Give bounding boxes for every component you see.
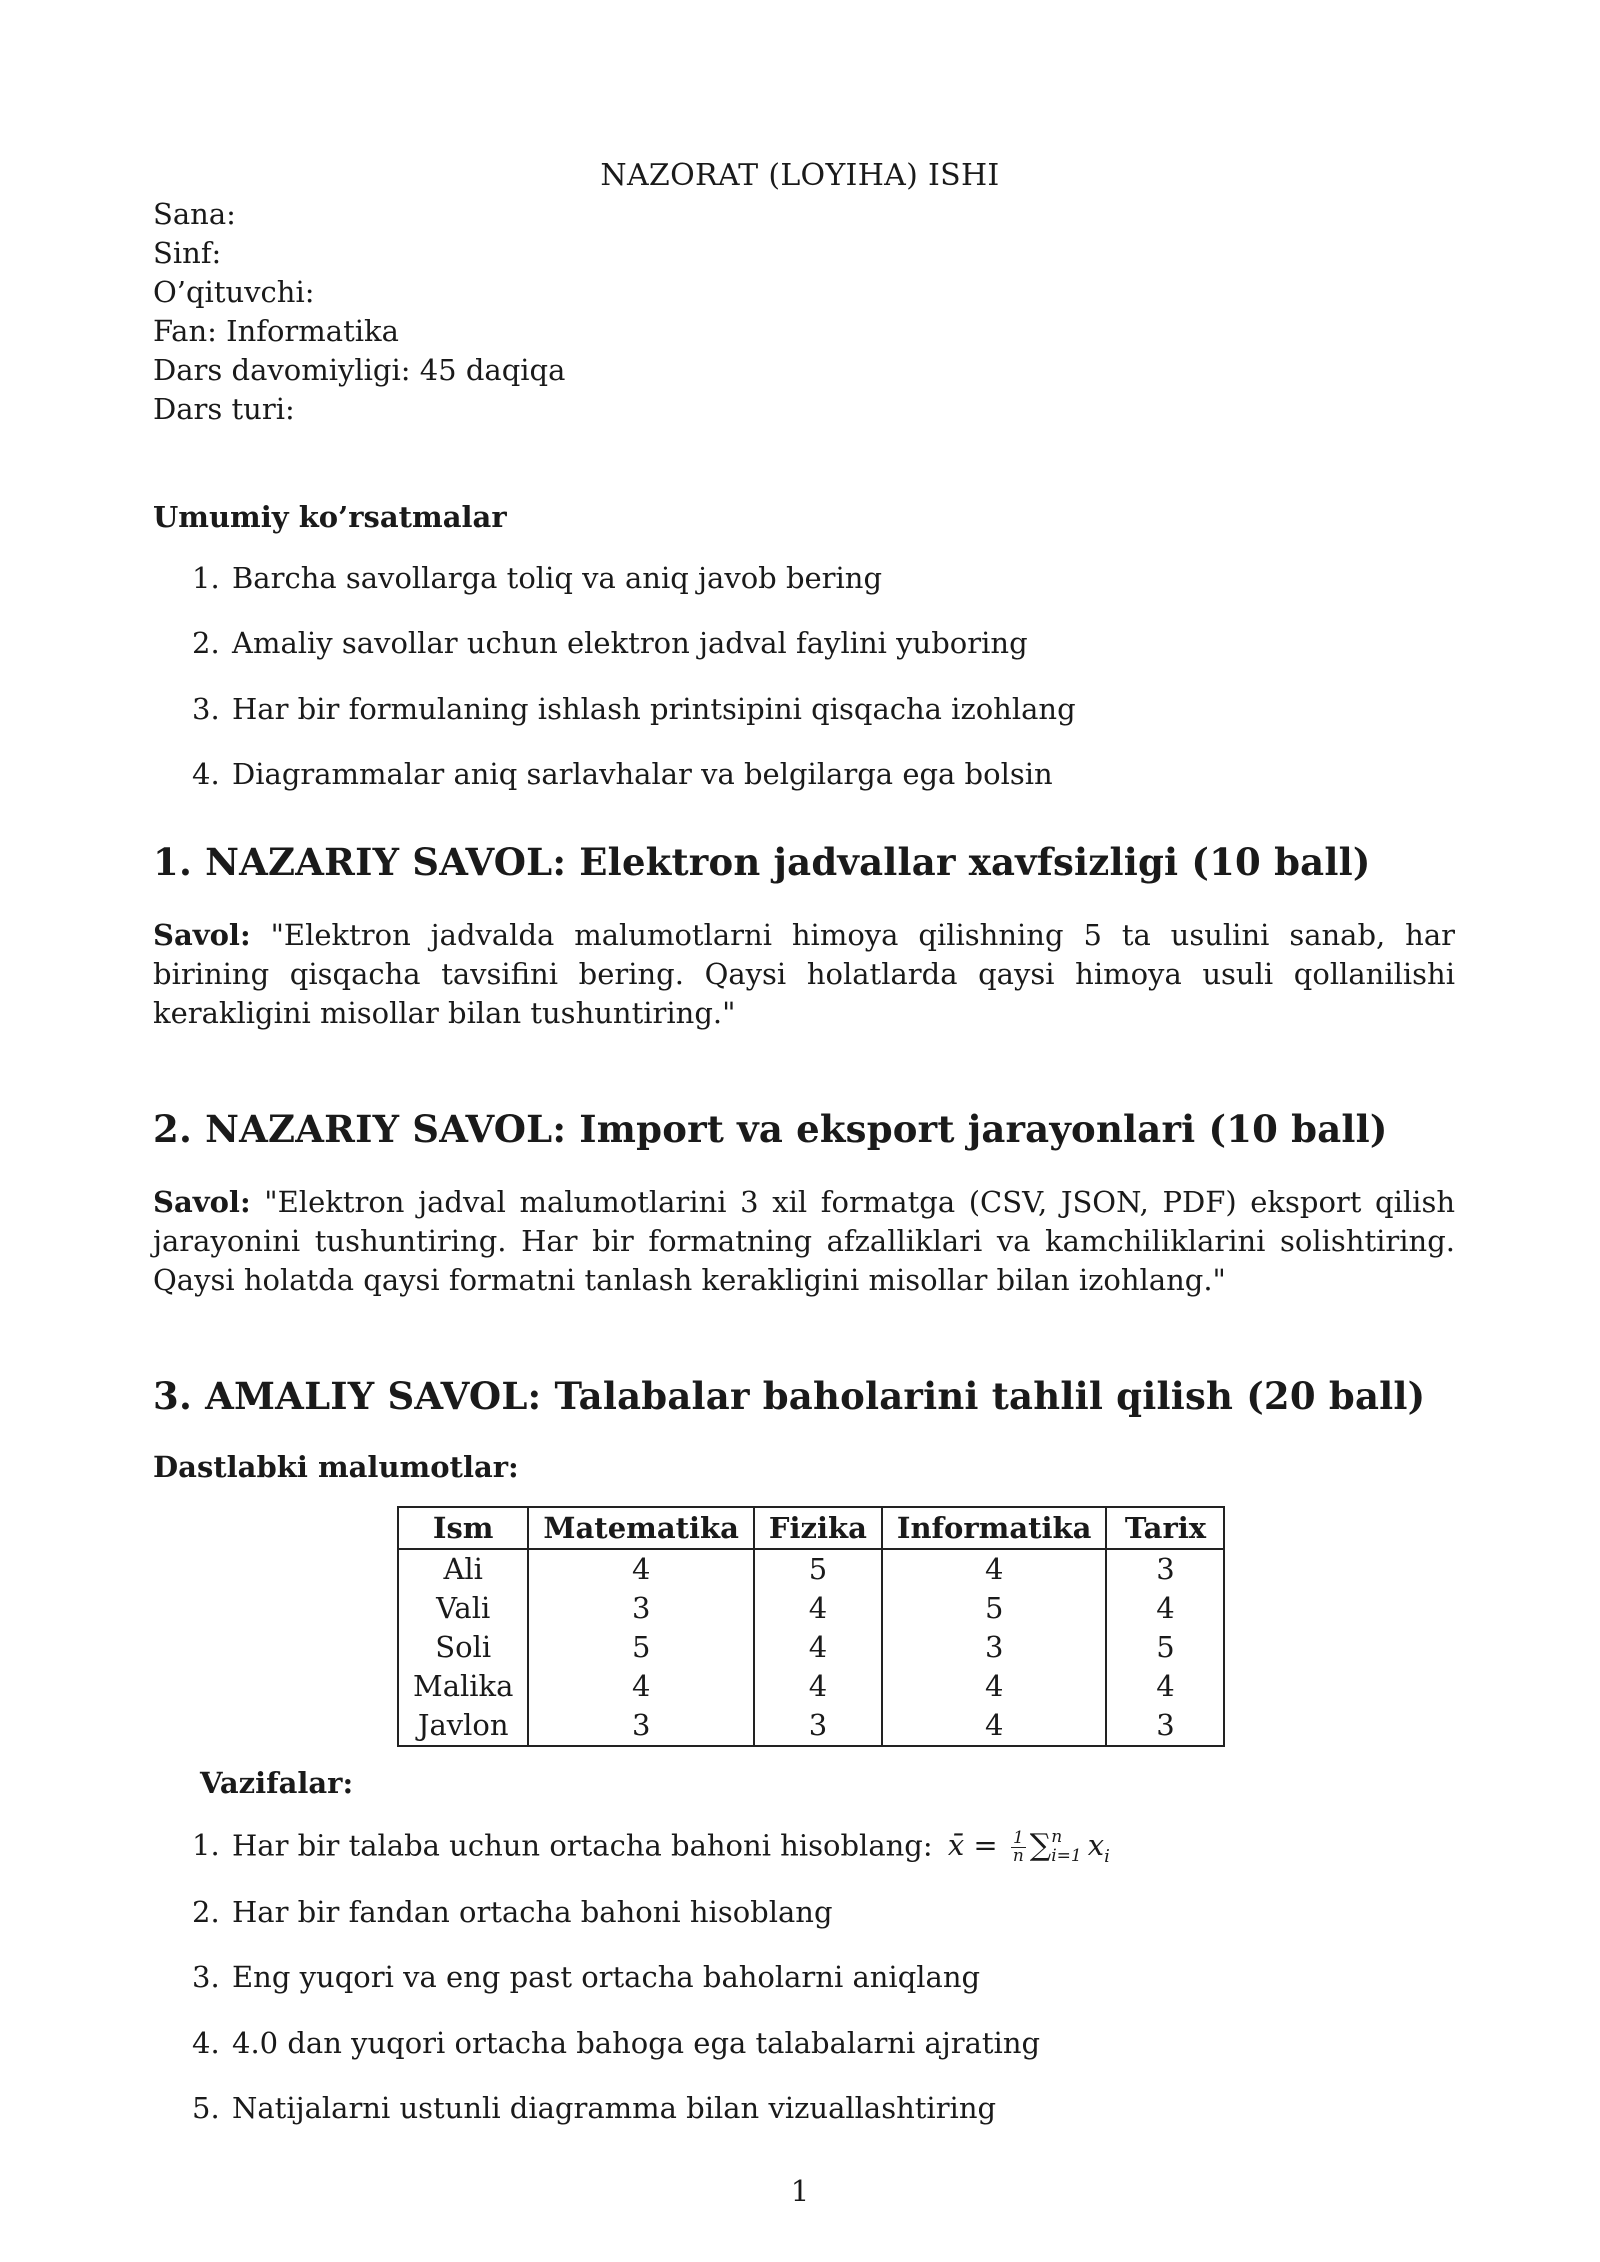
tasks-heading: Vazifalar: (200, 1766, 354, 1800)
table-cell: 4 (882, 1667, 1107, 1706)
table-cell: 3 (1106, 1549, 1224, 1589)
list-number: 5. (192, 2091, 220, 2125)
column-header: Informatika (882, 1507, 1107, 1549)
table-cell: 3 (528, 1706, 754, 1746)
table-cell: 5 (528, 1628, 754, 1667)
table-cell: 4 (754, 1628, 882, 1667)
list-text: Barcha savollarga toliq va aniq javob bering (232, 561, 883, 595)
sum-lower: i=1 (1051, 1846, 1082, 1866)
table-cell: 3 (528, 1589, 754, 1628)
fraction-denominator: n (1012, 1845, 1024, 1866)
general-heading: Umumiy ko’rsatmalar (153, 500, 507, 534)
formula-fraction (1011, 1827, 1026, 1866)
table-row (398, 1667, 1224, 1706)
table-row (398, 1706, 1224, 1746)
q1-text: "Elektron jadvalda malumotlarni himoya qilishning 5 ta usulini sanab, har birining qisqacha tavsifini bering. Qaysi holatlarda qaysi himoya usuli qollanilishi kerakligini misollar bilan tushuntiring." (153, 918, 1456, 1030)
table-cell: 4 (754, 1667, 882, 1706)
meta-sana: Sana: (153, 197, 236, 231)
general-item (192, 692, 1076, 726)
task-item (192, 1828, 1110, 1867)
task-item (192, 1895, 833, 1929)
table-cell: 4 (754, 1589, 882, 1628)
task-item (192, 2026, 1040, 2060)
table-cell: 4 (528, 1549, 754, 1589)
list-text: Eng yuqori va eng past ortacha baholarni aniqlang (232, 1960, 981, 1994)
list-number: 2. (192, 626, 220, 660)
meta-turi: Dars turi: (153, 392, 295, 426)
meta-sinf: Sinf: (153, 236, 222, 270)
table-cell: Soli (398, 1628, 528, 1667)
table-cell: Ali (398, 1549, 528, 1589)
list-text: 4.0 dan yuqori ortacha bahoga ega talabalarni ajrating (232, 2026, 1041, 2060)
list-text: Har bir talaba uchun ortacha bahoni hisoblang: (232, 1828, 933, 1863)
list-number: 3. (192, 692, 220, 726)
task-item (192, 1960, 980, 1994)
table-cell: 4 (1106, 1589, 1224, 1628)
table-cell: 3 (754, 1706, 882, 1746)
column-header: Fizika (754, 1507, 882, 1549)
q3-heading: 3. AMALIY SAVOL: Talabalar baholarini tahlil qilish (20 ball) (153, 1374, 1426, 1418)
formula-term-sub: i (1104, 1845, 1110, 1867)
sum-upper: n (1051, 1827, 1063, 1847)
list-number: 2. (192, 1895, 220, 1929)
q2-paragraph (153, 1183, 1455, 1300)
table-row (398, 1589, 1224, 1628)
list-text: Har bir formulaning ishlash printsipini qisqacha izohlang (232, 692, 1076, 726)
general-item (192, 626, 1028, 660)
q1-heading: 1. NAZARIY SAVOL: Elektron jadvallar xavfsizligi (10 ball) (153, 840, 1371, 884)
list-text: Har bir fandan ortacha bahoni hisoblang (232, 1895, 833, 1929)
column-header: Matematika (528, 1507, 754, 1549)
table-cell: Javlon (398, 1706, 528, 1746)
list-text: Diagrammalar aniq sarlavhalar va belgilarga ega bolsin (232, 757, 1053, 791)
q2-label: Savol: (153, 1185, 251, 1219)
formula-xbar: x̄ (947, 1828, 965, 1862)
q2-heading: 2. NAZARIY SAVOL: Import va eksport jarayonlari (10 ball) (153, 1107, 1388, 1151)
meta-davomiylik: Dars davomiyligi: 45 daqiqa (153, 353, 566, 387)
meta-fan: Fan: Informatika (153, 314, 399, 348)
list-text: Amaliy savollar uchun elektron jadval faylini yuboring (232, 626, 1028, 660)
q1-paragraph (153, 916, 1455, 1033)
table-cell: 3 (882, 1628, 1107, 1667)
list-text: Natijalarni ustunli diagramma bilan vizuallashtiring (232, 2091, 997, 2125)
table-cell: 5 (754, 1549, 882, 1589)
table-cell: 3 (1106, 1706, 1224, 1746)
fraction-numerator: 1 (1012, 1827, 1024, 1848)
formula-equals: = (973, 1828, 998, 1862)
list-number: 1. (192, 561, 220, 595)
table-cell: Malika (398, 1667, 528, 1706)
q2-text: "Elektron jadval malumotlarini 3 xil formatga (CSV, JSON, PDF) eksport qilish jarayonini tushuntiring. Har bir formatning afzalliklari va kamchiliklarini solishtiring. Qaysi holatda qaysi formatni tanlash kerakligini misollar bilan izohlang." (153, 1185, 1456, 1297)
general-item (192, 757, 1053, 791)
table-cell: 4 (882, 1549, 1107, 1589)
mean-formula (948, 1828, 1110, 1867)
table-row (398, 1549, 1224, 1589)
grades-table (397, 1506, 1225, 1747)
table-cell: Vali (398, 1589, 528, 1628)
task-item (192, 2091, 996, 2125)
table-cell: 5 (1106, 1628, 1224, 1667)
meta-oqituvchi: O’qituvchi: (153, 275, 315, 309)
list-number: 4. (192, 757, 220, 791)
table-cell: 4 (528, 1667, 754, 1706)
page-number: 1 (790, 2174, 810, 2208)
table-cell: 5 (882, 1589, 1107, 1628)
q3-data-heading: Dastlabki malumotlar: (153, 1450, 519, 1484)
list-number: 4. (192, 2026, 220, 2060)
list-number: 3. (192, 1960, 220, 1994)
list-number: 1. (192, 1828, 220, 1863)
general-item (192, 561, 882, 595)
column-header: Ism (398, 1507, 528, 1549)
sum-symbol: ∑ (1029, 1828, 1052, 1863)
q1-label: Savol: (153, 918, 251, 952)
table-header-row (398, 1507, 1224, 1549)
document-title: NAZORAT (LOYIHA) ISHI (600, 158, 1000, 193)
table-row (398, 1628, 1224, 1667)
table-cell: 4 (882, 1706, 1107, 1746)
formula-term: x (1087, 1828, 1105, 1862)
table-cell: 4 (1106, 1667, 1224, 1706)
column-header: Tarix (1106, 1507, 1224, 1549)
sum-limits (1051, 1828, 1082, 1866)
